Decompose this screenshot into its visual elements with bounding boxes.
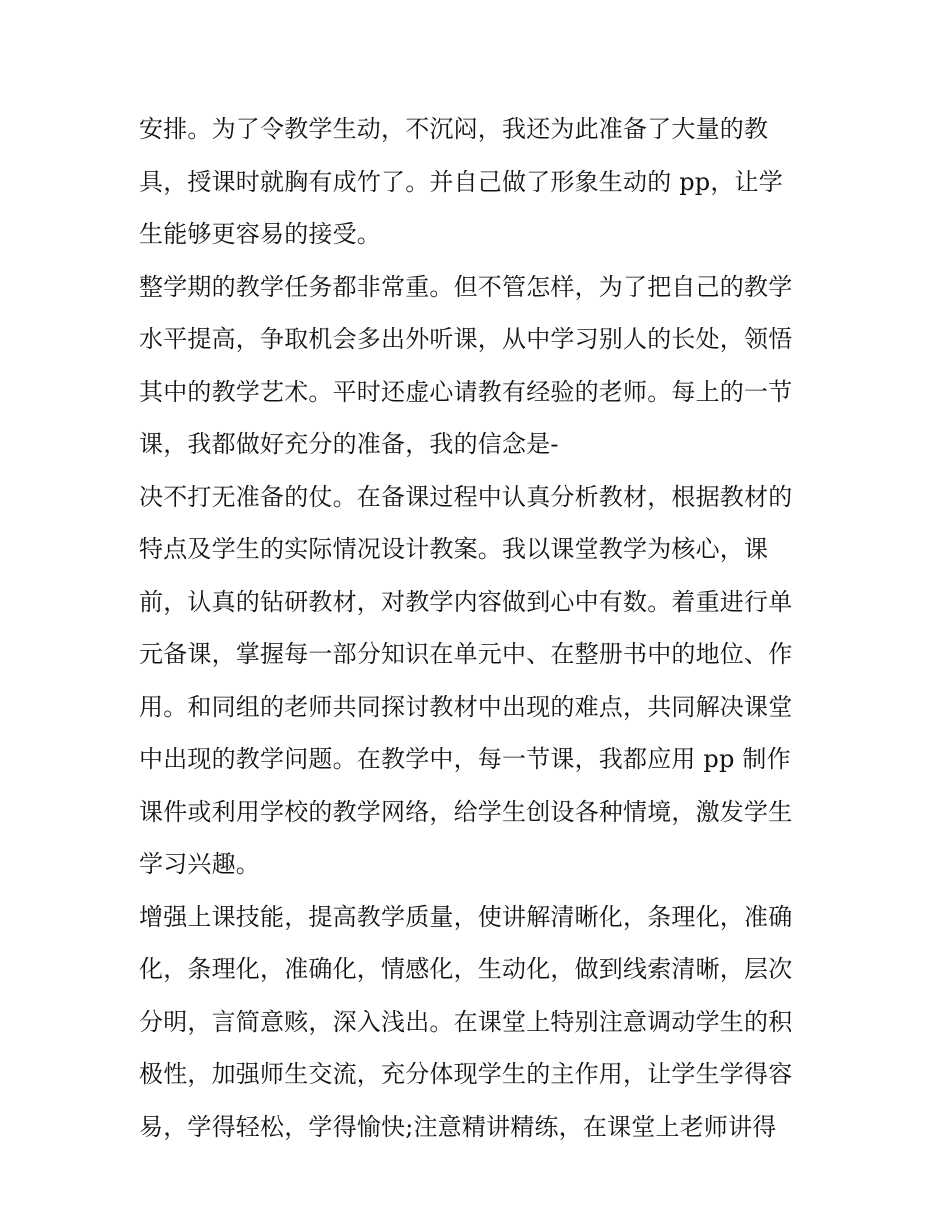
text-line: 水平提高，争取机会多出外听课，从中学习别人的长处，领悟 xyxy=(139,325,793,353)
text-line: 其中的教学艺术。平时还虚心请教有经验的老师。每上的一节 xyxy=(139,377,793,406)
text-line: 特点及学生的实际情况设计教案。我以课堂教学为核心，课 xyxy=(139,535,769,563)
text-line: 整学期的教学任务都非常重。但不管怎样，为了把自己的教学 xyxy=(139,272,793,301)
text-line: 用。和同组的老师共同探讨教材中出现的难点，共同解决课堂 xyxy=(139,692,793,721)
paragraph-4 xyxy=(139,891,819,1154)
text-line: 中出现的教学问题。在教学中，每一节课，我都应用 pp 制作 xyxy=(139,745,791,773)
text-line: 决不打无准备的仗。在备课过程中认真分析教材，根据教材的 xyxy=(139,482,793,511)
text-line: 分明，言简意赅，深入浅出。在课堂上特别注意调动学生的积 xyxy=(139,1007,793,1036)
text-line: 学习兴趣。 xyxy=(139,850,260,878)
text-line: 易，学得轻松，学得愉快;注意精讲精练，在课堂上老师讲得 xyxy=(139,1112,777,1141)
paragraph-1 xyxy=(139,103,819,261)
text-line: 极性，加强师生交流，充分体现学生的主作用，让学生学得容 xyxy=(139,1060,793,1088)
text-line: 前，认真的钻研教材，对教学内容做到心中有数。着重进行单 xyxy=(139,587,793,616)
text-line: 课，我都做好充分的准备，我的信念是- xyxy=(139,430,559,458)
document-body xyxy=(139,103,819,1153)
paragraph-3 xyxy=(139,471,819,891)
text-line: 课件或利用学校的教学网络，给学生创设各种情境，激发学生 xyxy=(139,797,793,826)
text-line: 生能够更容易的接受。 xyxy=(139,220,381,248)
text-line: 具，授课时就胸有成竹了。并自己做了形象生动的 pp，让学 xyxy=(139,167,783,196)
text-line: 增强上课技能，提高教学质量，使讲解清晰化，条理化，准确 xyxy=(139,902,793,931)
text-line: 化，条理化，准确化，情感化，生动化，做到线索清晰，层次 xyxy=(139,955,793,983)
text-line: 元备课，掌握每一部分知识在单元中、在整册书中的地位、作 xyxy=(139,640,793,668)
text-line: 安排。为了令教学生动，不沉闷，我还为此准备了大量的教 xyxy=(139,115,769,143)
paragraph-2 xyxy=(139,261,819,471)
